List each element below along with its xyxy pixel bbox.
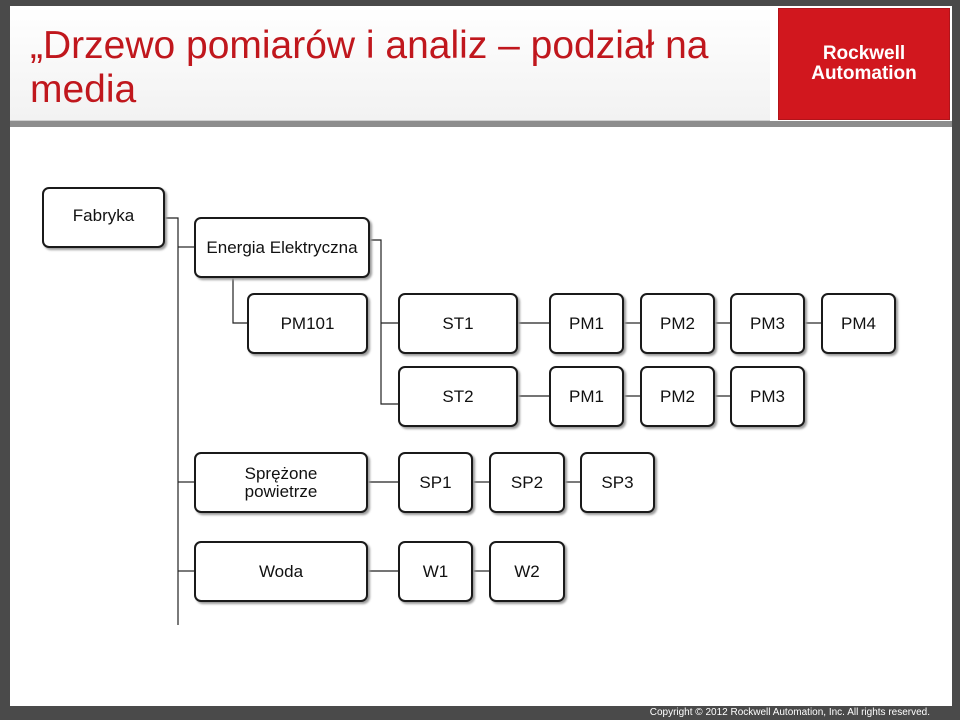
node-sprezone-powietrze: Sprężone powietrze: [194, 452, 368, 513]
connector-st-branch: [370, 240, 398, 404]
node-st1: ST1: [398, 293, 518, 354]
node-sp2: SP2: [489, 452, 565, 513]
node-energia-elektryczna: Energia Elektryczna: [194, 217, 370, 278]
node-st1-pm2: PM2: [640, 293, 715, 354]
node-st1-pm4: PM4: [821, 293, 896, 354]
connector-trunk: [165, 218, 178, 625]
copyright-footer: Copyright © 2012 Rockwell Automation, Inc. All rights reserved.: [649, 707, 930, 718]
node-st2-pm3: PM3: [730, 366, 805, 427]
node-w2: W2: [489, 541, 565, 602]
logo-line-2: Automation: [811, 63, 917, 84]
connector-pm101: [233, 277, 247, 323]
node-woda: Woda: [194, 541, 368, 602]
node-sp1: SP1: [398, 452, 473, 513]
slide-title: „Drzewo pomiarów i analiz – podział na media: [30, 24, 709, 111]
node-st1-pm1: PM1: [549, 293, 624, 354]
node-sp3: SP3: [580, 452, 655, 513]
logo-line-1: Rockwell: [822, 43, 906, 64]
node-fabryka: Fabryka: [42, 187, 165, 248]
node-st2: ST2: [398, 366, 518, 427]
node-st2-pm2: PM2: [640, 366, 715, 427]
node-st2-pm1: PM1: [549, 366, 624, 427]
node-w1: W1: [398, 541, 473, 602]
node-st1-pm3: PM3: [730, 293, 805, 354]
node-pm101: PM101: [247, 293, 368, 354]
